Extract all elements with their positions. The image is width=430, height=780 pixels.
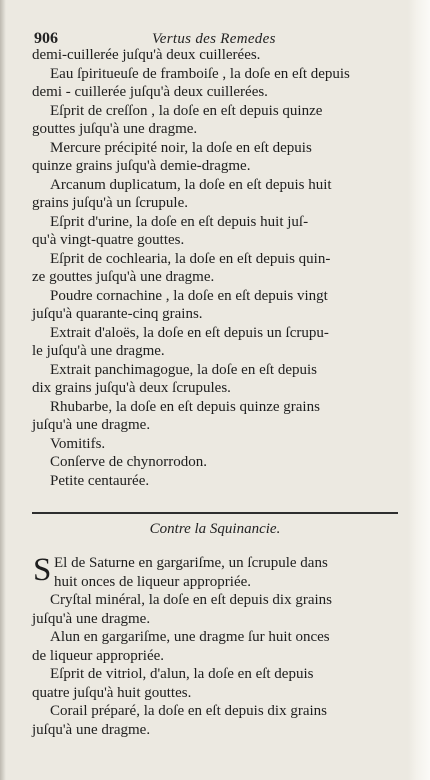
text-line: le juſqu'à une dragme.	[32, 343, 165, 359]
text-line: juſqu'à une dragme.	[32, 610, 151, 627]
text-line: quatre juſqu'à huit gouttes.	[32, 684, 192, 701]
text-line: ze gouttes juſqu'à une dragme.	[32, 269, 215, 285]
remedy-list	[32, 46, 410, 490]
text-line: grains juſqu'à un ſcrupule.	[32, 195, 188, 211]
text-line: qu'à vingt-quatre gouttes.	[32, 232, 185, 248]
text-line: juſqu'à une dragme.	[32, 417, 151, 433]
text-line: Arcanum duplicatum, la doſe en eſt depuis huit	[50, 176, 332, 193]
text-line: Rhubarbe, la doſe en eſt depuis quinze grains	[50, 398, 320, 415]
text-line: huit onces de liqueur appropriée.	[54, 573, 252, 590]
drop-cap: S	[33, 552, 52, 588]
page-edge-right	[408, 0, 430, 780]
page-number: 906	[34, 30, 58, 47]
text-line: Mercure précipité noir, la doſe en eſt depuis	[50, 139, 312, 156]
text-line: Corail préparé, la doſe en eſt depuis dix grains	[50, 703, 327, 719]
text-line: juſqu'à quarante-cinq grains.	[32, 306, 203, 322]
text-line: Poudre cornachine , la doſe en eſt depuis vingt	[50, 287, 328, 304]
text-line: de liqueur appropriée.	[32, 647, 165, 664]
section-divider	[32, 512, 398, 514]
text-line: Petite centaurée.	[50, 472, 150, 489]
running-title: Vertus des Remedes	[152, 31, 276, 47]
text-line: Extrait panchimagogue, la doſe en eſt depuis	[50, 361, 317, 378]
text-line: gouttes juſqu'à une dragme.	[32, 121, 198, 137]
text-line: Vomitifs.	[50, 435, 106, 452]
text-line: juſqu'à une dragme.	[32, 721, 151, 738]
text-line: Cryſtal minéral, la doſe en eſt depuis dix grains	[50, 592, 333, 608]
text-line: Eſprit de cochlearia, la doſe en eſt depuis quin-	[50, 250, 331, 267]
page-shadow-left	[0, 0, 6, 780]
text-line: Extrait d'aloës, la doſe en eſt depuis un ſcrupu-	[50, 324, 329, 341]
text-line: dix grains juſqu'à deux ſcrupules.	[32, 380, 231, 396]
text-line: Eſprit d'urine, la doſe en eſt depuis huit juſ-	[50, 213, 309, 230]
squinancie-remedy-list	[32, 554, 410, 739]
section-heading: Contre la Squinancie.	[149, 521, 281, 537]
text-line: Conſerve de chynorrodon.	[50, 454, 208, 470]
text-line: El de Saturne en gargariſme, un ſcrupule dans	[54, 555, 328, 571]
text-line: demi-cuillerée juſqu'à deux cuillerées.	[32, 47, 261, 63]
text-line: demi - cuillerée juſqu'à deux cuillerées.	[32, 84, 268, 100]
text-line: Eſprit de vitriol, d'alun, la doſe en eſt depuis	[50, 666, 314, 682]
text-line: quinze grains juſqu'à demie-dragme.	[32, 158, 251, 174]
text-line: Eſprit de creſſon , la doſe en eſt depuis quinze	[50, 102, 323, 119]
text-line: Alun en gargariſme, une dragme ſur huit onces	[50, 629, 330, 645]
text-line: Eau ſpiritueuſe de framboiſe , la doſe en eſt depuis	[50, 65, 350, 82]
